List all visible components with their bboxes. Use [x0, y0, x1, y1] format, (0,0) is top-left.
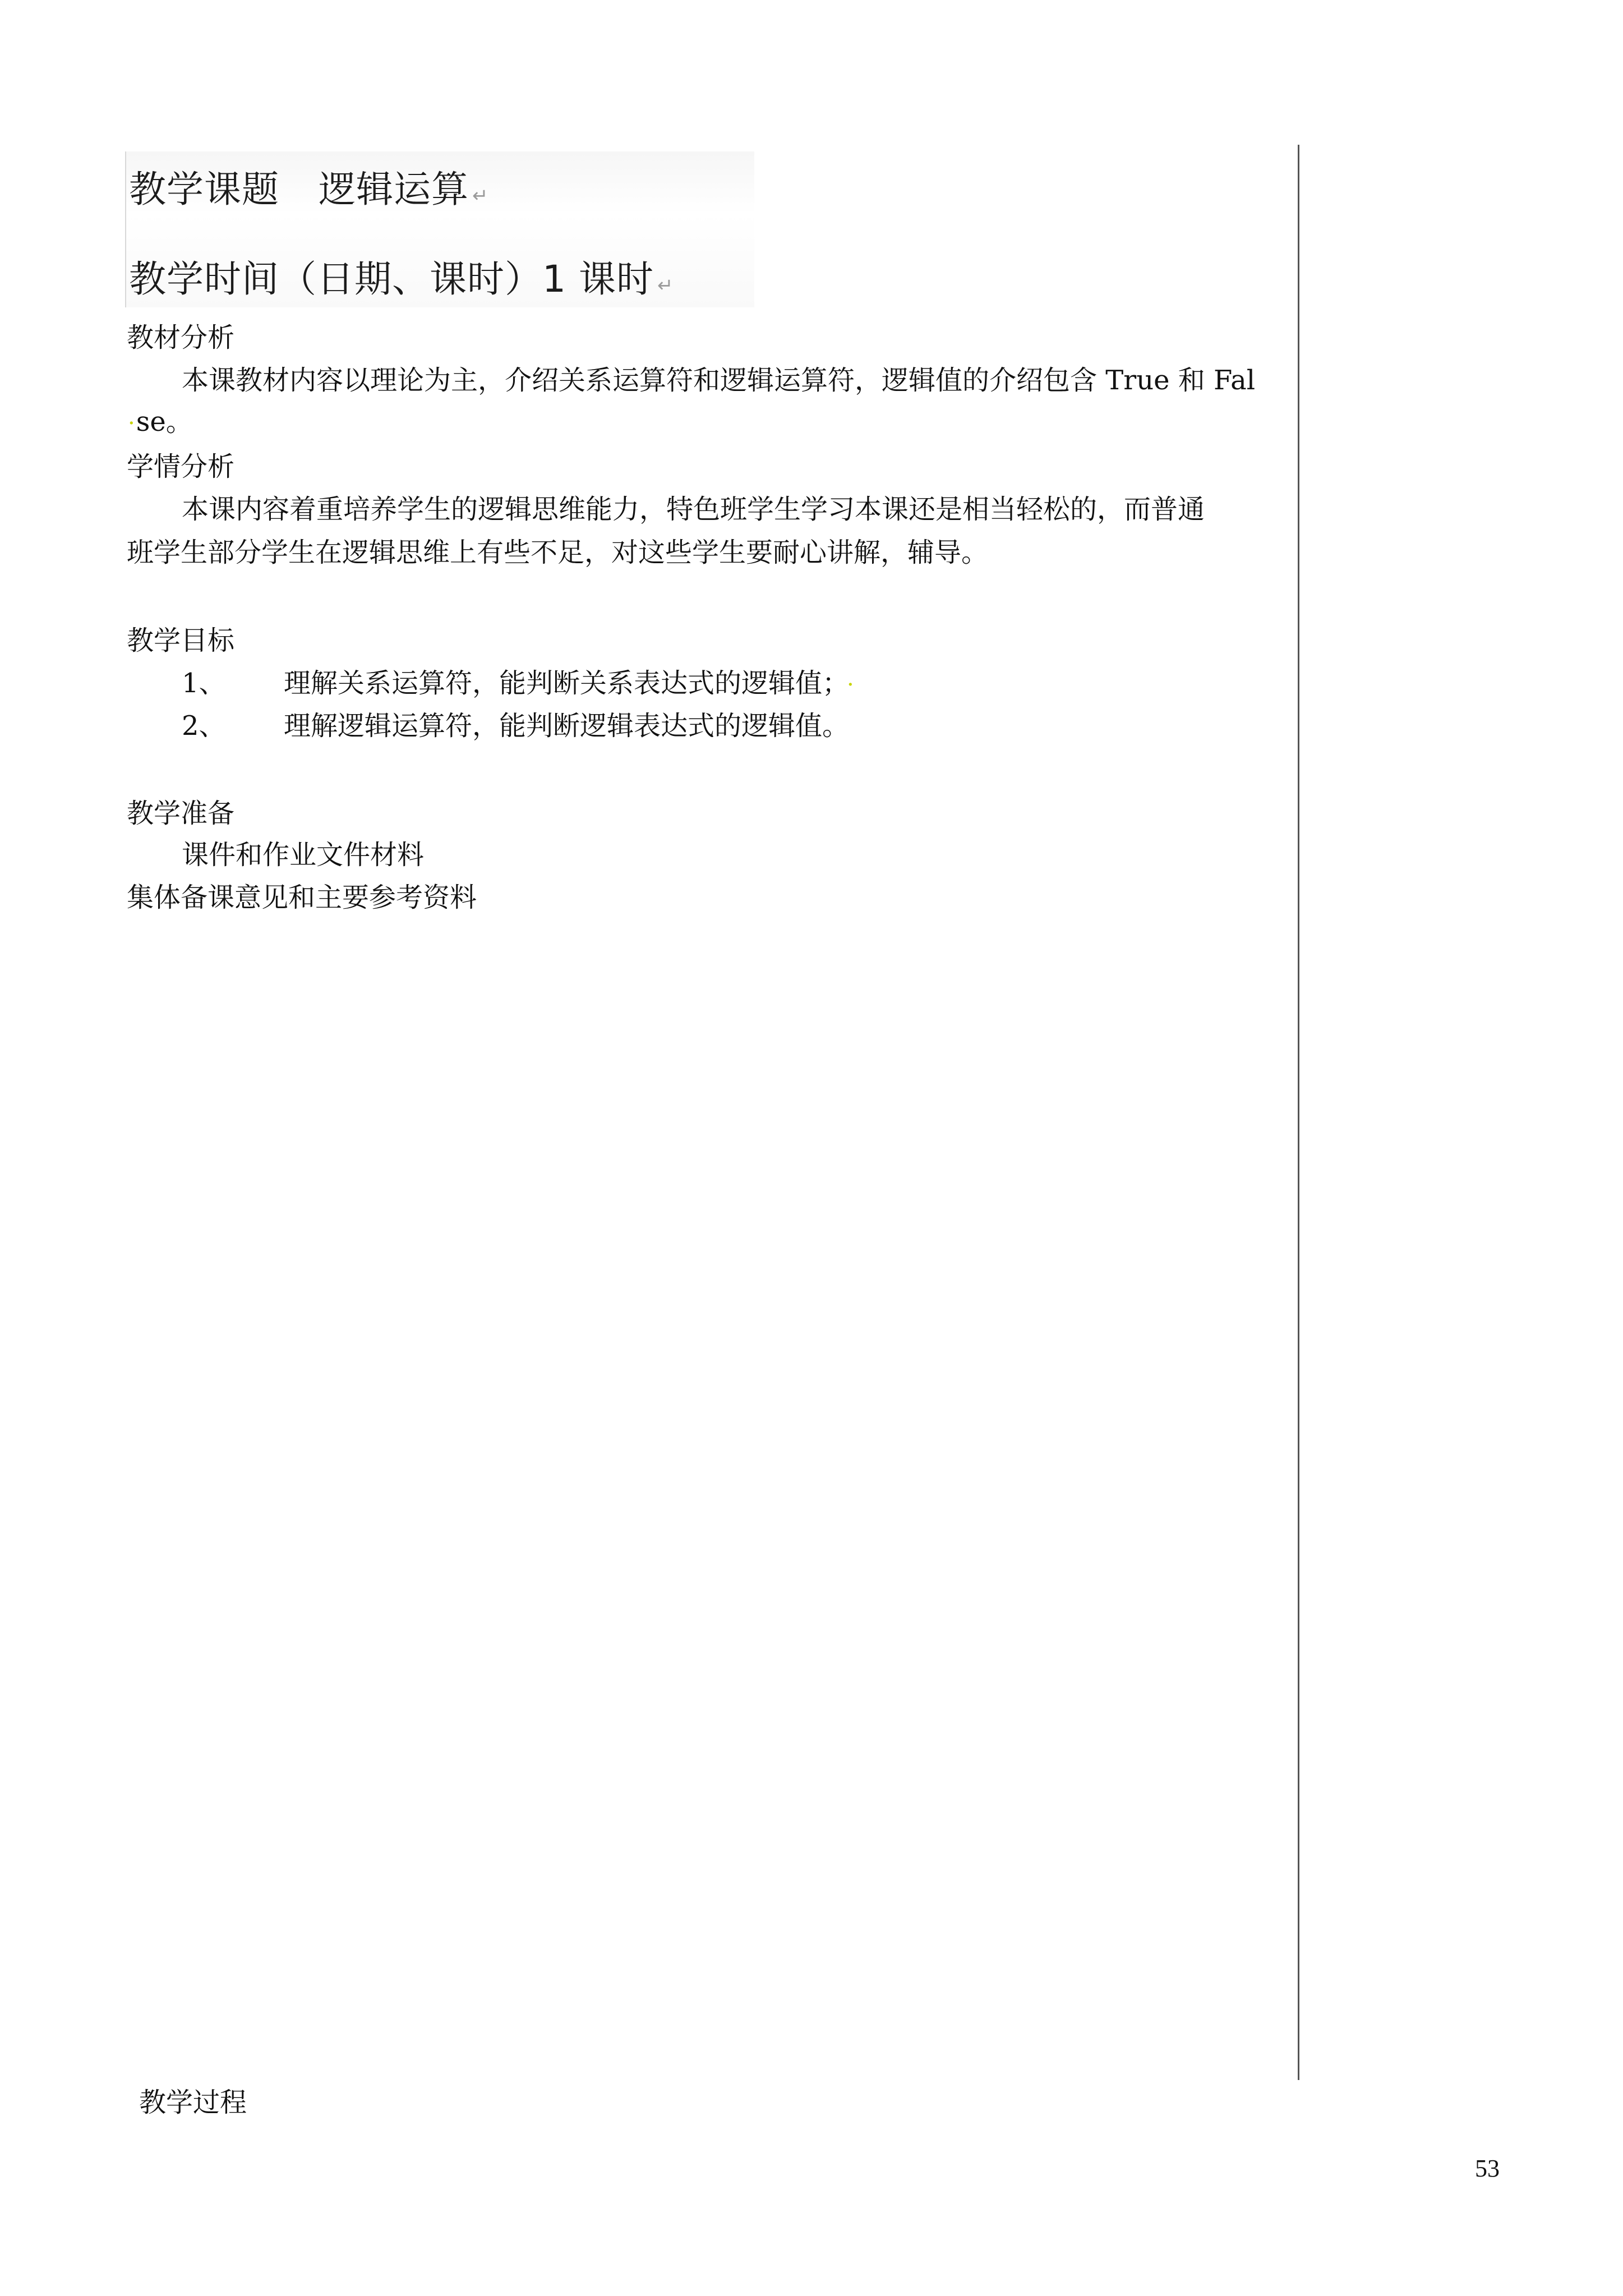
- time-label: 教学时间（日期、课时）1 课时: [129, 257, 654, 301]
- collective-prep-heading: 集体备课意见和主要参考资料: [127, 882, 477, 913]
- objective-text: 理解逻辑运算符，能判断逻辑表达式的逻辑值。: [284, 710, 850, 742]
- marker-dot: ·: [128, 411, 135, 436]
- topic-value: 逻辑运算: [319, 168, 469, 211]
- material-analysis-line2: ·se。: [128, 406, 193, 438]
- return-mark-icon: ↵: [657, 274, 674, 297]
- process-heading: 教学过程: [139, 2087, 247, 2118]
- objective-text: 理解关系运算符，能判断关系表达式的逻辑值； ·: [284, 668, 854, 699]
- material-analysis-line1: 本课教材内容以理论为主，介绍关系运算符和逻辑运算符，逻辑值的介绍包含 True 和 Fal: [182, 365, 1256, 396]
- learner-analysis-line1: 本课内容着重培养学生的逻辑思维能力，特色班学生学习本课还是相当轻松的，而普通: [182, 494, 1205, 525]
- objectives-heading: 教学目标: [127, 625, 235, 656]
- return-mark-icon: ↵: [472, 185, 489, 207]
- preparation-heading: 教学准备: [127, 798, 235, 829]
- objective-number: 2、: [182, 710, 226, 742]
- objective-number: 1、: [182, 668, 226, 699]
- lesson-time-line: [129, 249, 674, 302]
- learner-analysis-heading: 学情分析: [127, 451, 235, 482]
- lesson-topic-line: [129, 159, 489, 213]
- preparation-line: 课件和作业文件材料: [182, 839, 425, 871]
- learner-analysis-line2: 班学生部分学生在逻辑思维上有些不足，对这些学生要耐心讲解，辅导。: [127, 537, 989, 568]
- vertical-rule: [1298, 145, 1299, 2080]
- topic-label: 教学课题: [129, 168, 279, 211]
- marker-dot: ·: [847, 672, 854, 698]
- material-analysis-heading: 教材分析: [127, 322, 235, 353]
- page-number: 53: [1475, 2155, 1500, 2182]
